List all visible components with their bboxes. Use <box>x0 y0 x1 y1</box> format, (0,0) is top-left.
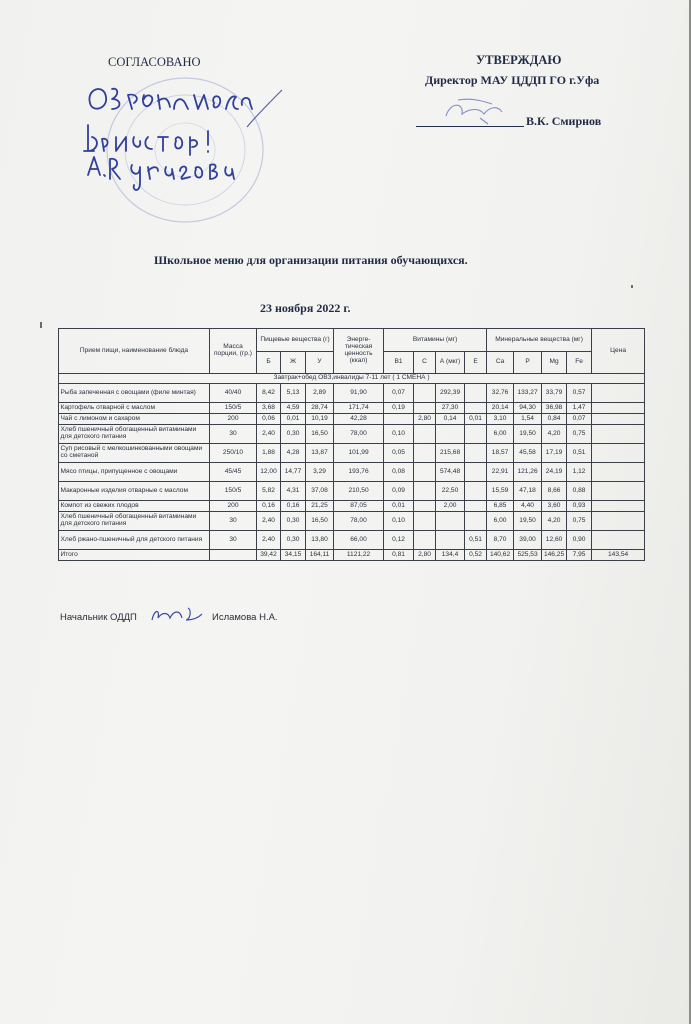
cell-p: 19,50 <box>514 425 542 444</box>
signature-line <box>416 126 524 127</box>
director-title: Директор МАУ ЦДДП ГО г.Уфа <box>425 73 600 87</box>
cell-price <box>592 531 645 550</box>
total-b1: 0,81 <box>384 550 414 561</box>
total-row <box>59 550 645 561</box>
cell-ca: 15,59 <box>487 482 514 501</box>
cell-a: 574,48 <box>436 463 465 482</box>
cell-mg: 12,60 <box>542 531 567 550</box>
cell-price <box>592 444 645 463</box>
cell-e <box>465 463 487 482</box>
dish-name: Картофель отварной с маслом <box>59 403 210 414</box>
subheader-mg: Mg <box>542 352 567 374</box>
cell-ca: 3,10 <box>487 414 514 425</box>
handwritten-note-signature <box>82 75 302 205</box>
table-row <box>59 531 645 550</box>
dish-name: Мясо птицы, припущенное с овощами <box>59 463 210 482</box>
cell-b: 1,88 <box>257 444 281 463</box>
cell-p: 19,50 <box>514 512 542 531</box>
dish-name: Суп рисовый с мелкошинкованными овощами со сметаной <box>59 444 210 463</box>
cell-a <box>436 512 465 531</box>
cell-ca: 20,14 <box>487 403 514 414</box>
cell-mass: 150/5 <box>210 403 257 414</box>
footer-position: Начальник ОДДП <box>60 612 137 623</box>
cell-b1: 0,09 <box>384 482 414 501</box>
cell-u: 3,29 <box>306 463 334 482</box>
subheader-c: C <box>414 352 436 374</box>
total-zh: 34,15 <box>281 550 306 561</box>
cell-b1: 0,07 <box>384 384 414 403</box>
cell-kcal: 91,90 <box>334 384 384 403</box>
cell-mg: 0,84 <box>542 414 567 425</box>
cell-ca: 18,57 <box>487 444 514 463</box>
cell-b: 2,40 <box>257 512 281 531</box>
cell-p: 4,40 <box>514 501 542 512</box>
cell-price <box>592 414 645 425</box>
table-row <box>59 425 645 444</box>
cell-p: 45,58 <box>514 444 542 463</box>
cell-mg: 4,20 <box>542 512 567 531</box>
cell-fe: 1,12 <box>567 463 592 482</box>
header-vitamins: Витамины (мг) <box>384 329 487 352</box>
cell-fe: 0,51 <box>567 444 592 463</box>
cell-b: 3,68 <box>257 403 281 414</box>
cell-u: 13,87 <box>306 444 334 463</box>
cell-mg: 33,79 <box>542 384 567 403</box>
header-energy: Энерге-тическая ценность (ккал) <box>334 329 384 374</box>
cell-p: 121,26 <box>514 463 542 482</box>
total-label: Итого <box>59 550 210 561</box>
cell-zh: 0,30 <box>281 425 306 444</box>
section-row <box>59 374 645 384</box>
total-a: 134,4 <box>436 550 465 561</box>
cell-b1 <box>384 414 414 425</box>
cell-b: 0,06 <box>257 414 281 425</box>
cell-c <box>414 425 436 444</box>
total-b: 39,42 <box>257 550 281 561</box>
director-name: В.К. Смирнов <box>526 114 602 128</box>
dish-name: Хлеб ржано-пшеничный для детского питания <box>59 531 210 550</box>
cell-kcal: 78,00 <box>334 425 384 444</box>
subheader-a: А (мкг) <box>436 352 465 374</box>
cell-zh: 14,77 <box>281 463 306 482</box>
subheader-p: P <box>514 352 542 374</box>
cell-kcal: 87,05 <box>334 501 384 512</box>
cell-ca: 32,76 <box>487 384 514 403</box>
cell-a: 27,30 <box>436 403 465 414</box>
cell-mass: 150/5 <box>210 482 257 501</box>
cell-p: 1,54 <box>514 414 542 425</box>
cell-c <box>414 512 436 531</box>
cell-price <box>592 425 645 444</box>
cell-fe: 0,90 <box>567 531 592 550</box>
cell-zh: 0,30 <box>281 531 306 550</box>
table-row <box>59 501 645 512</box>
cell-b1: 0,12 <box>384 531 414 550</box>
dish-name: Рыба запеченная с овощами (филе минтая) <box>59 384 210 403</box>
cell-b: 12,00 <box>257 463 281 482</box>
cell-fe: 0,75 <box>567 512 592 531</box>
cell-zh: 0,30 <box>281 512 306 531</box>
cell-mg: 4,20 <box>542 425 567 444</box>
cell-zh: 0,16 <box>281 501 306 512</box>
cell-ca: 8,70 <box>487 531 514 550</box>
cell-mass: 45/45 <box>210 463 257 482</box>
cell-kcal: 171,74 <box>334 403 384 414</box>
section-title: Завтрак+обед ОВЗ,инвалиды 7-11 лет ( 1 СМЕНА ) <box>59 374 645 384</box>
table-header-row <box>59 329 645 352</box>
table-row <box>59 512 645 531</box>
cell-a: 215,68 <box>436 444 465 463</box>
cell-u: 13,80 <box>306 531 334 550</box>
cell-mass: 40/40 <box>210 384 257 403</box>
cell-price <box>592 463 645 482</box>
cell-mass <box>210 550 257 561</box>
cell-fe: 0,88 <box>567 482 592 501</box>
header-mass: Масса порции, (гр.) <box>210 329 257 374</box>
cell-mg: 36,98 <box>542 403 567 414</box>
cell-mass: 250/10 <box>210 444 257 463</box>
total-e: 0,52 <box>465 550 487 561</box>
cell-fe: 0,57 <box>567 384 592 403</box>
table-row <box>59 403 645 414</box>
cell-b1: 0,10 <box>384 425 414 444</box>
total-mg: 146,25 <box>542 550 567 561</box>
table-row <box>59 463 645 482</box>
cell-price <box>592 403 645 414</box>
table-row <box>59 384 645 403</box>
total-c: 2,80 <box>414 550 436 561</box>
cell-kcal: 42,28 <box>334 414 384 425</box>
cell-p: 39,00 <box>514 531 542 550</box>
cell-ca: 6,00 <box>487 425 514 444</box>
cell-ca: 6,85 <box>487 501 514 512</box>
header-nutrients: Пищевые вещества (г) <box>257 329 334 352</box>
cell-zh: 4,28 <box>281 444 306 463</box>
cell-b: 2,40 <box>257 531 281 550</box>
cell-zh: 4,59 <box>281 403 306 414</box>
cell-mg: 24,19 <box>542 463 567 482</box>
table-row <box>59 414 645 425</box>
subheader-ca: Ca <box>487 352 514 374</box>
cell-a: 0,14 <box>436 414 465 425</box>
subheader-b: Б <box>257 352 281 374</box>
cell-p: 47,18 <box>514 482 542 501</box>
cell-u: 28,74 <box>306 403 334 414</box>
cell-mass: 200 <box>210 414 257 425</box>
cell-kcal: 78,00 <box>334 512 384 531</box>
header-price: Цена <box>592 329 645 374</box>
cell-a <box>436 425 465 444</box>
subheader-e: E <box>465 352 487 374</box>
document-date: 23 ноября 2022 г. <box>260 301 351 315</box>
cell-a: 2,00 <box>436 501 465 512</box>
cell-b: 2,40 <box>257 425 281 444</box>
table-row <box>59 444 645 463</box>
cell-c <box>414 403 436 414</box>
cell-price <box>592 482 645 501</box>
dish-name: Чай с лимоном и сахаром <box>59 414 210 425</box>
cell-e <box>465 512 487 531</box>
cell-zh: 5,13 <box>281 384 306 403</box>
dish-name: Хлеб пшеничный обогащенный витаминами для детского питания <box>59 425 210 444</box>
cell-fe: 0,93 <box>567 501 592 512</box>
cell-u: 16,50 <box>306 425 334 444</box>
cell-kcal: 210,50 <box>334 482 384 501</box>
affirm-label: УТВЕРЖДАЮ <box>476 53 562 67</box>
cell-ca: 22,91 <box>487 463 514 482</box>
cell-kcal: 66,00 <box>334 531 384 550</box>
cell-b1: 0,10 <box>384 512 414 531</box>
cell-mass: 30 <box>210 512 257 531</box>
cell-e: 0,01 <box>465 414 487 425</box>
cell-b: 5,82 <box>257 482 281 501</box>
dish-name: Макаронные изделия отварные с маслом <box>59 482 210 501</box>
total-u: 164,11 <box>306 550 334 561</box>
cell-zh: 4,31 <box>281 482 306 501</box>
cell-b: 8,42 <box>257 384 281 403</box>
cell-p: 133,27 <box>514 384 542 403</box>
cell-price <box>592 501 645 512</box>
cell-a <box>436 531 465 550</box>
cell-u: 16,50 <box>306 512 334 531</box>
footer-signature-icon <box>148 604 208 626</box>
subheader-zh: Ж <box>281 352 306 374</box>
cell-b1: 0,05 <box>384 444 414 463</box>
cell-b1: 0,19 <box>384 403 414 414</box>
subheader-fe: Fe <box>567 352 592 374</box>
total-p: 525,53 <box>514 550 542 561</box>
cell-c <box>414 501 436 512</box>
dish-name: Хлеб пшеничный обогащенный витаминами для детского питания <box>59 512 210 531</box>
total-ca: 140,62 <box>487 550 514 561</box>
total-price: 143,54 <box>592 550 645 561</box>
cell-p: 94,30 <box>514 403 542 414</box>
dish-name: Компот из свежих плодов <box>59 501 210 512</box>
cell-u: 37,08 <box>306 482 334 501</box>
cell-fe: 0,07 <box>567 414 592 425</box>
cell-mg: 17,19 <box>542 444 567 463</box>
cell-e <box>465 403 487 414</box>
subheader-u: У <box>306 352 334 374</box>
cell-mass: 30 <box>210 531 257 550</box>
cell-kcal: 101,99 <box>334 444 384 463</box>
cell-e <box>465 384 487 403</box>
cell-fe: 1,47 <box>567 403 592 414</box>
cell-price <box>592 384 645 403</box>
header-minerals: Минеральные вещества (мг) <box>487 329 592 352</box>
cell-a: 292,39 <box>436 384 465 403</box>
cell-e <box>465 501 487 512</box>
cell-e: 0,51 <box>465 531 487 550</box>
cell-mass: 200 <box>210 501 257 512</box>
cell-c <box>414 444 436 463</box>
cell-c: 2,80 <box>414 414 436 425</box>
cell-c <box>414 482 436 501</box>
document-title: Школьное меню для организации питания обучающихся. <box>154 253 468 267</box>
cell-mg: 8,66 <box>542 482 567 501</box>
cell-mass: 30 <box>210 425 257 444</box>
cell-price <box>592 512 645 531</box>
cell-c <box>414 463 436 482</box>
total-kcal: 1121,22 <box>334 550 384 561</box>
cell-e <box>465 444 487 463</box>
scan-mark <box>40 322 42 328</box>
header-meal: Прием пищи, наименование блюда <box>59 329 210 374</box>
cell-u: 2,89 <box>306 384 334 403</box>
cell-kcal: 193,76 <box>334 463 384 482</box>
table-row <box>59 482 645 501</box>
approved-label: СОГЛАСОВАНО <box>108 55 201 69</box>
cell-e <box>465 482 487 501</box>
cell-u: 10,19 <box>306 414 334 425</box>
total-fe: 7,95 <box>567 550 592 561</box>
cell-a: 22,50 <box>436 482 465 501</box>
cell-b1: 0,01 <box>384 501 414 512</box>
footer-name: Исламова Н.А. <box>212 612 278 623</box>
menu-table <box>58 328 645 561</box>
cell-ca: 6,00 <box>487 512 514 531</box>
scan-mark <box>631 285 633 288</box>
cell-b: 0,16 <box>257 501 281 512</box>
cell-c <box>414 531 436 550</box>
cell-c <box>414 384 436 403</box>
cell-b1: 0,08 <box>384 463 414 482</box>
cell-zh: 0,01 <box>281 414 306 425</box>
cell-mg: 3,60 <box>542 501 567 512</box>
cell-fe: 0,75 <box>567 425 592 444</box>
subheader-b1: B1 <box>384 352 414 374</box>
cell-u: 21,25 <box>306 501 334 512</box>
cell-e <box>465 425 487 444</box>
